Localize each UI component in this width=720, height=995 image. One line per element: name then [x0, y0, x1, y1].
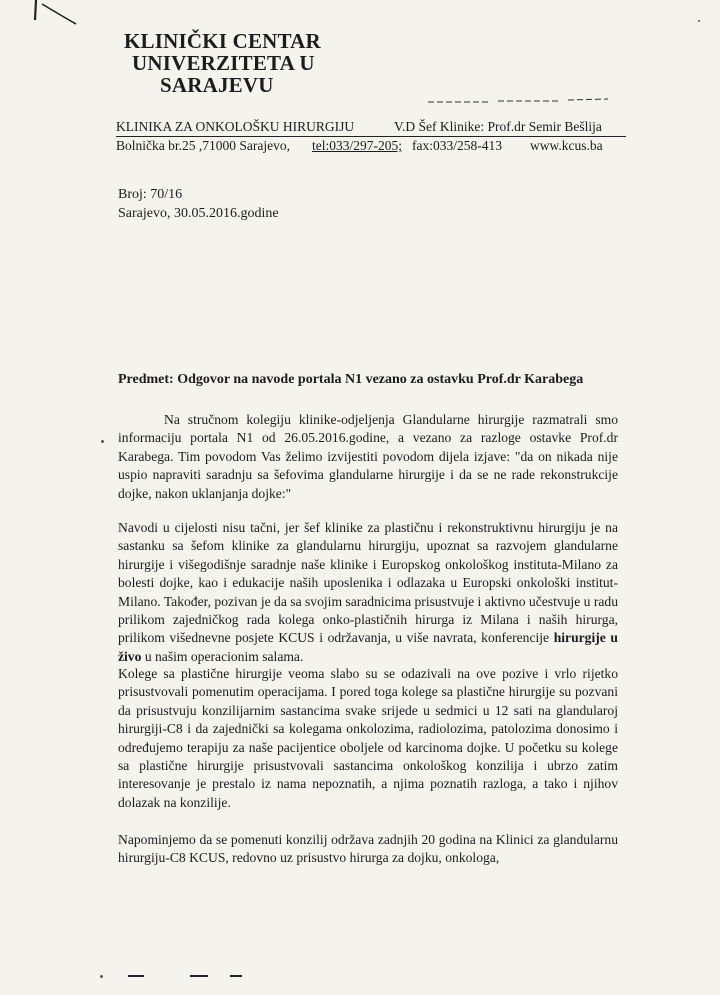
paragraph-4-text: Napominjemo da se pomenuti konzilij održava zadnjih 20 godina na Klinici za glandularnu hirurgiju-C8 KCUS, redovno uz prisustvo hirurga za dojku, onkologa,	[118, 832, 618, 866]
paragraph-4	[118, 831, 618, 868]
website: www.kcus.ba	[530, 138, 603, 153]
fax: fax:033/258-413	[412, 138, 502, 153]
paragraph-1	[118, 411, 618, 503]
subject-line: Predmet: Odgovor na navode portala N1 vezano za ostavku Prof.dr Karabega	[118, 372, 584, 387]
reference-number: Broj: 70/16	[118, 187, 183, 202]
institution-name	[108, 30, 348, 96]
signature-line	[428, 96, 608, 106]
address: Bolnička br.25 ,71000 Sarajevo,	[116, 138, 290, 153]
clinic-head: V.D Šef Klinike: Prof.dr Semir Bešlija	[394, 119, 602, 134]
header-rule	[116, 136, 626, 137]
paragraph-3	[118, 665, 618, 812]
paragraph-2-text	[118, 519, 618, 666]
institution-line-2: UNIVERZITETA U	[132, 51, 315, 75]
paragraph-2-tail: u našim operacionim salama.	[144, 648, 304, 664]
paragraph-1-text: Na stručnom kolegiju klinike-odjeljenja Glandularne hirurgije razmatrali smo informaciju portala N1 od 26.05.2016.godine, a vezano za razloge ostavke Prof.dr Karabega. Tim povodom Vas želimo izvijestiti povodom dijela izjave: "da on nikada nije uspio napraviti saradnju sa šefovima glandularne hirurgije i da se ne rade rekonstrukcije dojke, nakon uklanjanja dojke:"	[118, 412, 618, 501]
scan-speck	[100, 975, 103, 978]
scan-speck	[698, 20, 700, 22]
paragraph-2	[118, 519, 618, 666]
letter-date: Sarajevo, 30.05.2016.godine	[118, 206, 279, 221]
paragraph-2-main: Navodi u cijelosti nisu tačni, jer šef klinike za plastičnu i rekonstruktivnu hirurgiju je na sastanku sa šefom klinike za glandularnu hirurgiju, upoznat sa razvojem glandularne hirurgije i višegodišnje saradnje naše klinike i Europskog onkološkog instituta-Milano za bolesti dojke, kao i edukacije naših uposlenika i odlazaka u Europski onkološki institut-Milano. Također, pozivan je da sa svojim saradnicima prisustvuje i aktivno učestvuje u radu prilikom zajedničkog rada kolega onko-plastičnih hirurga iz Milana i naših hirurga, prilikom višednevne posjete KCUS i održavanja, u više navrata, konferencije	[118, 520, 618, 646]
letterhead	[116, 119, 626, 153]
reference-block	[118, 185, 279, 223]
clinic-name: KLINIKA ZA ONKOLOŠKU HIRURGIJU	[116, 119, 355, 134]
paragraph-3-text: Kolege sa plastične hirurgije veoma slabo su se odazivali na ove pozive i vrlo rijetko prisustvovali pomenutim operacijama. I pored toga kolege sa plastične hirurgije su pozvani da prisustvuju konzilijarnim sastancima svake srijede u sedmici u 12 sati na glandularoj hirurgiji-C8 i da zajednički sa kolegama onkolozima, radiolozima, patolozima donosimo i određujemo terapiju za naše pacijentice oboljele od karcinoma dojke. U početku su kolege sa plastične hirurgije prisustvovali sastancima onkološkog konzilija i ubrzo zatim interesovanje je prestalo iz nama nepoznatih, a njima poznatih razloga, a tako i njihov dolazak na konzilije.	[118, 666, 618, 810]
scan-speck	[101, 440, 104, 443]
phone: tel:033/297-205;	[312, 138, 402, 153]
handwritten-mark	[30, 0, 80, 40]
paragraph-2-emphasis: hirurgije u živo	[118, 630, 618, 664]
footer-marks	[120, 972, 260, 980]
institution-line-1: KLINIČKI CENTAR	[124, 29, 321, 53]
institution-line-3: SARAJEVU	[160, 73, 274, 97]
